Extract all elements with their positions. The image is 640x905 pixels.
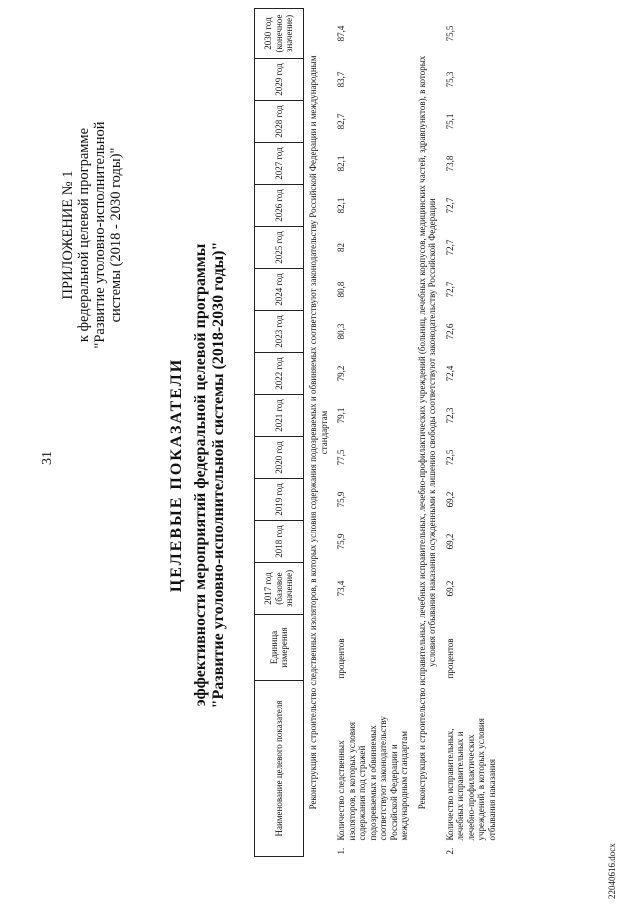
value-cell: 72,5	[444, 449, 455, 466]
header-2027: 2027 год	[255, 143, 304, 185]
section-title: Реконструкция и строительство следственных изоляторов, в которых условия содержания подозреваемых и обвиняемых соответствуют законодательству Российской Федерации и международным стандартам	[308, 55, 329, 810]
title-line-1: ЦЕЛЕВЫЕ ПОКАЗАТЕЛИ	[168, 357, 185, 593]
section-title: Реконструкция и строительство исправительных, лечебных исправительных, лечебно-профилактических учреждений (больниц, лечебных корпусов, медицинских частей, здравпунктов), в которых условия отбывания наказания осужденными к лишению свободы соответствуют законодательству Российской Федерации	[416, 55, 437, 810]
value-cell: 72,7	[444, 197, 455, 214]
appendix-line-3: "Развитие уголовно-исполнительной	[92, 121, 108, 349]
row-number: 1.	[336, 847, 346, 855]
value-cell: 72,4	[444, 365, 455, 382]
section-row	[413, 9, 442, 857]
value-cell: 73,8	[444, 155, 455, 172]
value-cell: 75,3	[444, 71, 455, 88]
row-unit: процентов	[444, 638, 455, 679]
value-cell: 72,3	[444, 407, 455, 424]
row-name-cell	[442, 681, 501, 857]
appendix-line-1: ПРИЛОЖЕНИЕ № 1	[60, 170, 76, 300]
table-header-row	[255, 9, 304, 857]
header-unit: Единица измерения	[255, 615, 304, 681]
value-cell: 75,5	[444, 25, 455, 42]
row-name: Количество исправительных, лечебных исправительных и лечебно-профилактических учреждений, в которых условия отбывания наказания	[444, 718, 497, 841]
value-cell: 72,7	[444, 239, 455, 256]
value-cell: 87,4	[336, 25, 346, 42]
value-cell: 69,2	[444, 580, 455, 597]
value-cell: 82,1	[336, 155, 346, 172]
value-cell: 79,2	[336, 365, 346, 382]
document-file-id: 22040616.docx	[607, 843, 617, 899]
value-cell: 80,8	[336, 281, 346, 298]
value-cell: 75,9	[336, 491, 346, 508]
value-cell: 72,7	[444, 281, 455, 298]
appendix-line-4: системы (2018 - 2030 годы)"	[108, 147, 124, 323]
value-cell: 72,6	[444, 323, 455, 340]
document-title	[168, 145, 228, 805]
title-line-3: "Развитие уголовно-исполнительной системы (2018-2030 годы)"	[210, 241, 227, 709]
row-number: 2.	[444, 847, 455, 855]
section-row	[304, 9, 334, 857]
header-2020: 2020 год	[255, 437, 304, 479]
header-2019: 2019 год	[255, 479, 304, 521]
row-name: Количество следственных изоляторов, в которых условия содержания под стражей подозреваемых и обвиняемых соответствуют законодательству Российской Федерации и международным стандартам	[336, 716, 409, 841]
row-name-cell	[333, 681, 413, 857]
value-cell: 82,7	[336, 113, 346, 130]
indicators-table	[254, 8, 500, 857]
value-cell: 77,5	[336, 449, 346, 466]
header-2022: 2022 год	[255, 353, 304, 395]
value-cell: 80,3	[336, 323, 346, 340]
header-2018: 2018 год	[255, 521, 304, 563]
header-2024: 2024 год	[255, 269, 304, 311]
title-line-2: эффективности мероприятий федеральной целевой программы	[192, 243, 209, 707]
value-cell: 83,7	[336, 71, 346, 88]
value-cell: 75,9	[336, 533, 346, 550]
header-2029: 2029 год	[255, 59, 304, 101]
value-cell: 75,1	[444, 113, 455, 130]
table-row	[442, 9, 501, 857]
value-cell: 73,4	[336, 580, 346, 597]
value-cell: 82	[336, 243, 346, 252]
header-2023: 2023 год	[255, 311, 304, 353]
header-2025: 2025 год	[255, 227, 304, 269]
appendix-header	[60, 35, 124, 435]
value-cell: 69,2	[444, 491, 455, 508]
row-unit: процентов	[336, 638, 346, 679]
header-2026: 2026 год	[255, 185, 304, 227]
header-2030: 2030 год (конечное значение)	[255, 9, 304, 59]
page-number: 31	[40, 451, 55, 465]
value-cell: 69,2	[444, 533, 455, 550]
value-cell: 82,1	[336, 197, 346, 214]
appendix-line-2: к федеральной целевой программе	[76, 127, 92, 343]
value-cell: 79,1	[336, 407, 346, 424]
header-2021: 2021 год	[255, 395, 304, 437]
header-2017: 2017 год (базовое значение)	[255, 563, 304, 615]
header-2028: 2028 год	[255, 101, 304, 143]
header-indicator-name: Наименование целевого показателя	[255, 681, 304, 857]
table-row	[333, 9, 413, 857]
